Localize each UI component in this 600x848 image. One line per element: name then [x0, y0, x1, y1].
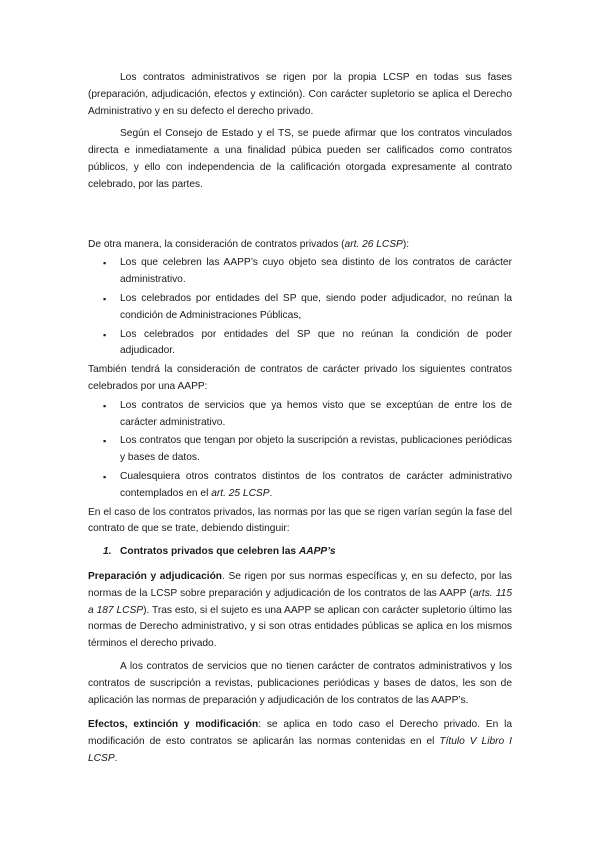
legal-reference: art. 25 LCSP: [211, 487, 270, 499]
paragraph-efectos: [88, 717, 512, 767]
text: De otra manera, la consideración de contratos privados (: [88, 238, 345, 250]
bullet-icon: ▪: [103, 400, 107, 411]
bullet-icon: ▪: [103, 471, 107, 482]
heading-text-emphasis: AAPP’s: [298, 546, 336, 558]
list-item: [88, 433, 512, 467]
text: ). Tras esto, si el sujeto es una AAPP se aplican con carácter supletorio último las normas de Derecho administrativo, y si son otras entidades públicas se aplica en los mismos términos el derecho privado.: [88, 604, 512, 650]
list-item-text: [120, 471, 512, 499]
list-item-text: Los celebrados por entidades del SP que no reúnan la condición de poder adjudicador.: [120, 328, 512, 357]
paragraph-contratos-privados-intro: [88, 237, 512, 254]
text: .: [114, 752, 118, 764]
term-label: Efectos, extinción y modificación: [88, 719, 259, 731]
text: Cualesquiera otros contratos distintos de los contratos de carácter administrativo contemplados en el: [120, 470, 512, 499]
text: .: [269, 487, 273, 499]
paragraph-regimen-administrativo: Los contratos administrativos se rigen por la propia LCSP en todas sus fases (preparación, adjudicación, efectos y extinción). Con carácter supletorio se aplica el Derecho Administrativo y en su defecto el derecho privado.: [88, 72, 512, 117]
text: ):: [402, 238, 410, 250]
paragraph-fases: En el caso de los contratos privados, las normas por las que se rigen varían según la fase del contrato de que se trate, debiendo distinguir:: [88, 506, 512, 535]
list-item: [88, 327, 512, 361]
heading-number: 1.: [103, 546, 112, 558]
paragraph-consejo-estado: Según el Consejo de Estado y el TS, se puede afirmar que los contratos vinculados directa e inmediatamente a una finalidad púbica pueden ser calificados como contratos públicos, y ello con independencia de la calificación otorgada expresamente al contrato celebrado, por las partes.: [88, 128, 512, 190]
bullet-icon: ▪: [103, 258, 107, 269]
paragraph-preparacion: [88, 569, 512, 653]
legal-reference: arts. 115 a 187 LCSP: [88, 587, 512, 616]
list-contratos-aapp: [88, 398, 512, 503]
list-item: [88, 398, 512, 432]
bullet-icon: ▪: [103, 293, 107, 304]
list-item-text: Los celebrados por entidades del SP que, siendo poder adjudicador, no reúnan la condición de Administraciones Públicas,: [120, 292, 512, 321]
text: : se aplica en todo caso el Derecho privado. En la modificación de esto contratos se aplicarán las normas contenidas en el: [88, 719, 512, 748]
paragraph-servicios: A los contratos de servicios que no tienen carácter de contratos administrativos y los contratos de suscripción a revistas, publicaciones periódicas y bases de datos, les son de aplicación las normas de preparación y adjudicación de los contratos de las AAPP’s.: [88, 660, 512, 706]
list-item-text: Los que celebren las AAPP’s cuyo objeto sea distinto de los contratos de carácter administrativo.: [120, 257, 512, 286]
term-label: Preparación y adjudicación: [88, 570, 223, 582]
bullet-icon: ▪: [103, 436, 107, 447]
list-item: [88, 469, 512, 503]
list-item-text: Los contratos que tengan por objeto la suscripción a revistas, publicaciones periódicas y bases de datos.: [120, 435, 512, 464]
list-item-text: Los contratos de servicios que ya hemos visto que se exceptúan de entre los de carácter administrativo.: [120, 399, 512, 428]
list-contratos-privados: [88, 255, 512, 360]
legal-reference: Título V Libro I LCSP: [88, 736, 512, 764]
heading-text: Contratos privados que celebren las: [120, 546, 299, 558]
bullet-icon: ▪: [103, 329, 107, 340]
text: . Se rigen por sus normas específicas y, en su defecto, por las normas de la LCSP sobre preparación y adjudicación de los contratos de las AAPP (: [88, 570, 512, 599]
paragraph-tambien-privados: También tendrá la consideración de contratos de carácter privado los siguientes contratos celebrados por una AAPP:: [88, 364, 512, 392]
list-item: [88, 291, 512, 325]
list-item: [88, 255, 512, 289]
legal-reference: art. 26 LCSP: [344, 238, 403, 250]
section-heading: [88, 544, 512, 561]
